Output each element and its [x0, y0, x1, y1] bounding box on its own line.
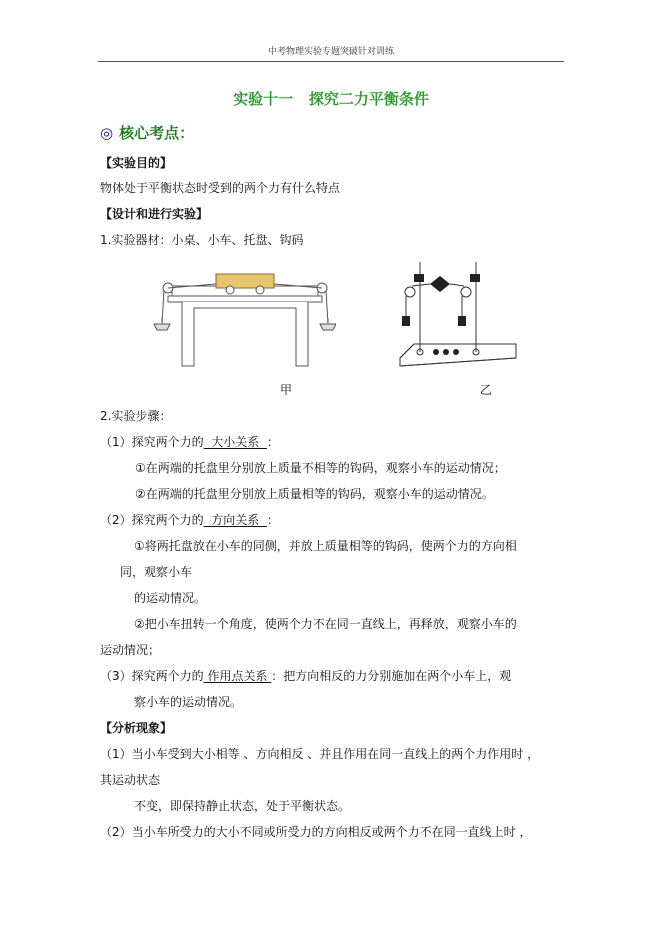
purpose-heading: 【实验目的】 [100, 156, 173, 170]
step2-prefix: （2）探究两个力的 [100, 513, 204, 527]
step2-a-line2: 同，观察小车 [120, 565, 193, 579]
step2-a-line1: ①将两托盘放在小车的同侧，并放上质量相等的钩码，使两个力的方向相 [134, 539, 517, 553]
figure-table-cart [150, 268, 336, 370]
step3-line [100, 668, 511, 684]
analysis-p2-line1: （2）当小车所受力的大小不同或所受力的方向相反或两个力不在同一直线上时 ， [100, 825, 532, 839]
step1-b: ②在两端的托盘里分别放上质量相等的钩码，观察小车的运动情况。 [135, 487, 494, 501]
step2-suffix: ： [266, 513, 279, 527]
step1-a: ①在两端的托盘里分别放上质量不相等的钩码，观察小车的运动情况； [135, 461, 506, 475]
step2-b-line1: ②把小车扭转一个角度，使两个力不在同一直线上，再释放，观察小车的 [134, 617, 517, 631]
step2-blank: 方向关系 [203, 513, 267, 527]
design-heading: 【设计和进行实验】 [100, 207, 209, 221]
step1-suffix: ： [266, 435, 279, 449]
step2-line [100, 512, 279, 528]
step2-b-line2: 运动情况； [100, 643, 161, 657]
page-title: 实验十一 探究二力平衡条件 [233, 90, 429, 108]
step3-suffix: ：把方向相反的力分别施加在两个小车上，观 [271, 669, 512, 683]
step1-prefix: （1）探究两个力的 [100, 435, 204, 449]
step3-prefix: （3）探究两个力的 [100, 669, 204, 683]
figure-stand-card [396, 256, 518, 374]
steps-heading: 2.实验步骤： [100, 409, 172, 423]
equipment-text: 1.实验器材：小桌、小车、托盘、钩码 [100, 233, 304, 247]
step1-blank: 大小关系 [203, 435, 267, 449]
section-heading [100, 122, 194, 143]
header-divider [98, 61, 564, 62]
page-header: 中考物理实验专题突破针对训练 [267, 47, 394, 57]
figure-label-right: 乙 [480, 383, 493, 397]
step1-line [100, 434, 279, 450]
step3-blank: 作用点关系 [203, 669, 272, 683]
step2-a-line3: 的运动情况。 [134, 591, 207, 605]
section-heading-text: 核心考点： [119, 124, 195, 142]
analysis-heading: 【分析现象】 [100, 721, 173, 735]
step3-line2: 察小车的运动情况。 [134, 695, 243, 709]
purpose-text: 物体处于平衡状态时受到的两个力有什么特点 [100, 181, 341, 195]
circle-bullet-icon: ◎ [100, 124, 114, 142]
figure-label-left: 甲 [280, 383, 293, 397]
analysis-p1-line1: （1）当小车受到大小相等 、方向相反 、并且作用在同一直线上的两个力作用时 ， [100, 747, 540, 761]
analysis-p1-line2: 其运动状态 [100, 773, 161, 787]
analysis-p1-line3: 不变，即保持静止状态，处于平衡状态。 [134, 799, 351, 813]
